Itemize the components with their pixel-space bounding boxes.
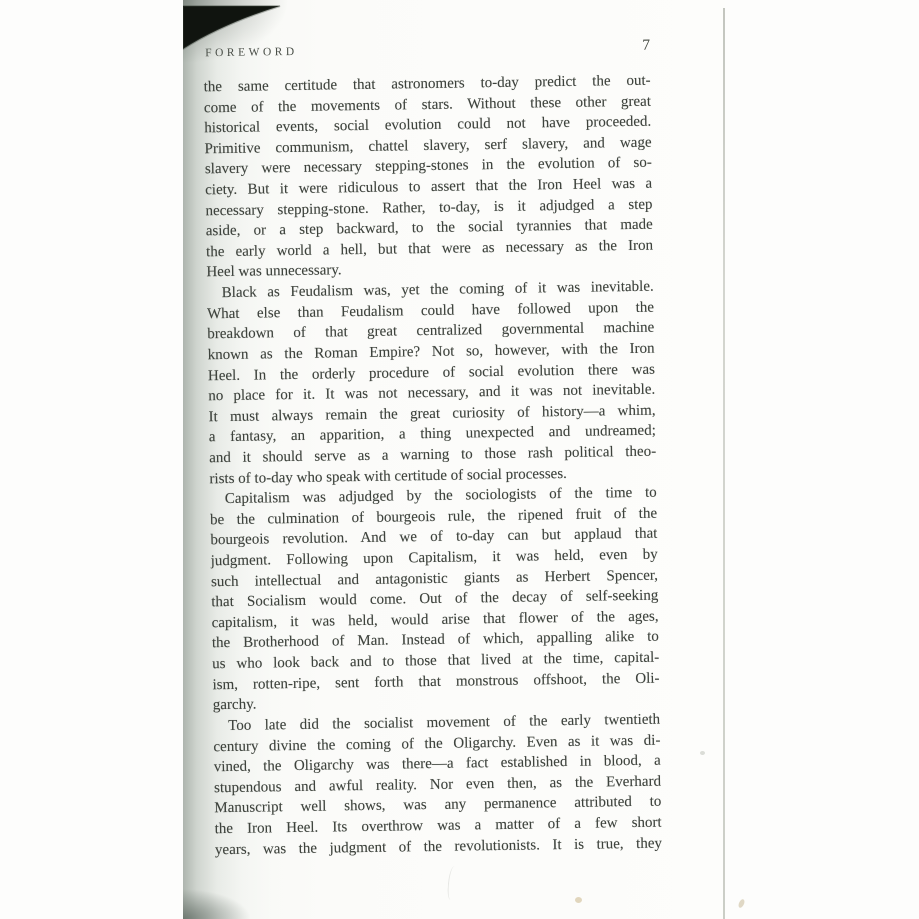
scan-artifact-speck — [737, 898, 745, 908]
running-head: FOREWORD — [205, 45, 298, 60]
text-line: necessary stepping-stone. Rather, to-day, is it adjudged a step — [205, 196, 653, 219]
text-line: Primitive communism, chattel slavery, serf slavery, and wage — [204, 134, 652, 158]
text-line: no place for it. It was not necessary, and it was not inevitable. — [208, 381, 656, 405]
text-line: breakdown of that great centralized governmental machine — [207, 319, 655, 343]
text-line: ism, rotten-ripe, sent forth that monstrous offshoot, the Oli- — [212, 670, 660, 693]
text-line: the Iron Heel. Its overthrow was a matter of a few short — [214, 814, 662, 838]
text-line: that Socialism would come. Out of the decay of self-seeking — [211, 587, 659, 611]
text-line: the same certitude that astronomers to-day predict the out- — [203, 72, 651, 96]
text-line: It must always remain the great curiosity of history—a whim, — [208, 402, 656, 426]
page-content — [203, 37, 662, 861]
text-line: Manuscript well shows, was any permanence attributed to — [214, 793, 662, 817]
text-line: Too late did the socialist movement of the early twentieth — [228, 711, 661, 734]
text-line: judgment. Following upon Capitalism, it was held, even by — [210, 546, 658, 570]
book-page-scan — [183, 0, 725, 919]
text-line: bourgeois revolution. And we of to-day can but applaud that — [210, 526, 658, 549]
text-line: known as the Roman Empire? Not so, however, with the Iron — [207, 340, 655, 364]
text-line: rists of to-day who speak with certitude of social processes. — [209, 465, 567, 487]
page-body — [204, 71, 663, 861]
text-line: us who look back and to those that lived at the time, capital- — [212, 649, 660, 673]
text-line: the early world a hell, but that were as necessary as the Iron — [206, 237, 654, 261]
text-line: aside, or a step backward, to the social tyrannies that made — [205, 216, 653, 240]
text-line: come of the movements of stars. Without these other great — [203, 93, 652, 116]
page-number: 7 — [642, 36, 651, 54]
text-line: be the culmination of bourgeois rule, the ripened fruit of the — [209, 505, 658, 529]
text-line: such intellectual and antagonistic giants as Herbert Spencer, — [210, 567, 659, 590]
text-line: and it should serve as a warning to those rash political theo- — [209, 443, 657, 467]
text-line: vined, the Oligarchy was there—a fact established in blood, a — [213, 752, 661, 776]
page-edge-line — [723, 8, 725, 919]
text-line: century divine the coming of the Oligarchy. Even as it was di- — [213, 732, 661, 755]
text-line: Heel. In the orderly procedure of social evolution there was — [207, 361, 656, 384]
text-line: a fantasy, an apparition, a thing unexpected and undreamed; — [208, 423, 656, 446]
scan-artifact-speck — [700, 751, 705, 755]
scan-artifact-speck — [575, 897, 582, 903]
text-line: garchy. — [212, 696, 257, 714]
text-line: years, was the judgment of the revolutionists. It is true, they — [214, 835, 663, 858]
text-line: Black as Feudalism was, yet the coming of it was inevitable. — [221, 278, 654, 302]
text-line: the Brotherhood of Man. Instead of which, appalling alike to — [211, 629, 660, 652]
text-line: ciety. But it were ridiculous to assert that the Iron Heel was a — [205, 175, 653, 199]
text-line: stupendous and awful reality. Nor even then, as the Everhard — [213, 773, 662, 796]
text-line: What else than Feudalism could have followed upon the — [206, 299, 655, 322]
text-line: slavery were necessary stepping-stones in the evolution of so- — [204, 155, 652, 178]
text-line: Heel was unnecessary. — [206, 262, 342, 281]
text-line: Capitalism was adjudged by the sociologists of the time to — [224, 484, 657, 508]
text-line: historical events, social evolution could not have proceeded. — [204, 113, 652, 137]
text-line: capitalism, it was held, would arise that flower of the ages, — [211, 608, 659, 632]
